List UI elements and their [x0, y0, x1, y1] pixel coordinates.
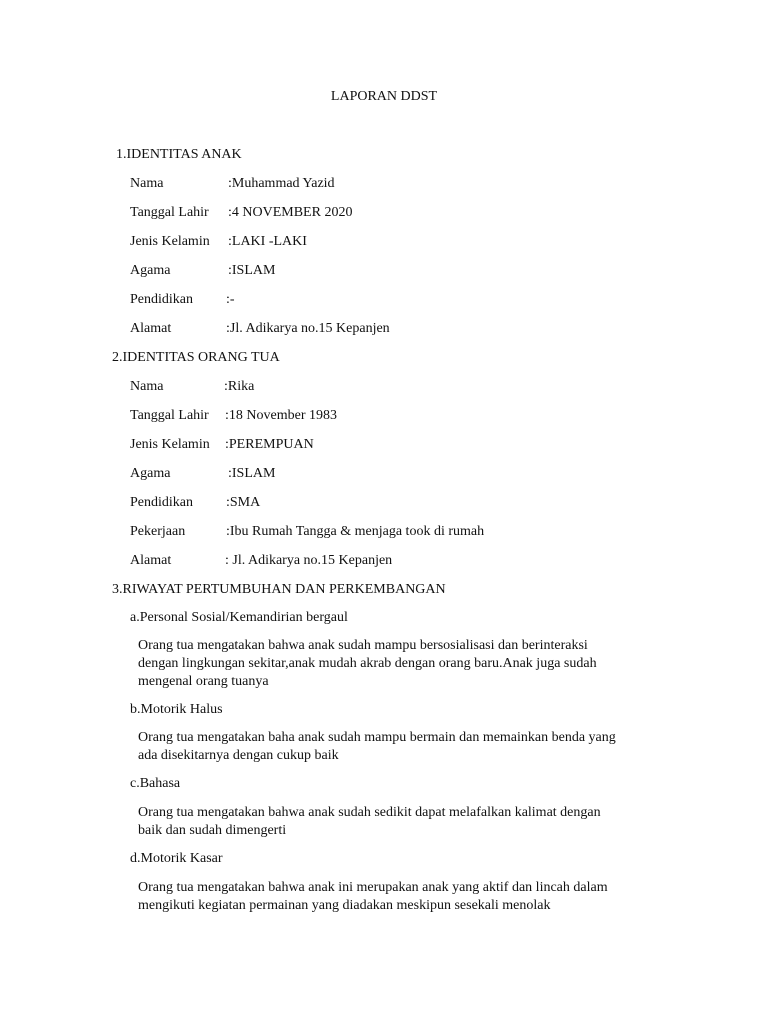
paragraph-line: Orang tua mengatakan baha anak sudah mampu bermain dan memainkan benda yang: [138, 730, 616, 745]
child-gender-value: :LAKI -LAKI: [228, 234, 307, 249]
parent-education-value: :SMA: [226, 495, 261, 510]
parent-religion-label: Agama: [130, 466, 171, 481]
paragraph-motorik-kasar: [138, 879, 683, 915]
child-birthdate-label: Tanggal Lahir: [130, 205, 209, 220]
parent-name-label: Nama: [130, 379, 164, 394]
paragraph-line: ada disekitarnya dengan cukup baik: [138, 748, 339, 763]
paragraph-line: Orang tua mengatakan bahwa anak sudah sedikit dapat melafalkan kalimat dengan: [138, 805, 601, 820]
parent-religion-value: :ISLAM: [228, 466, 276, 481]
child-name-value: :Muhammad Yazid: [228, 176, 335, 191]
paragraph-line: Orang tua mengatakan bahwa anak ini merupakan anak yang aktif dan lincah dalam: [138, 880, 608, 895]
section-heading-identitas-anak: 1.IDENTITAS ANAK: [116, 147, 242, 162]
paragraph-bahasa: [138, 804, 683, 840]
paragraph-line: mengenal orang tuanya: [138, 674, 269, 689]
paragraph-line: baik dan sudah dimengerti: [138, 823, 287, 838]
parent-gender-value: :PEREMPUAN: [225, 437, 314, 452]
child-religion-label: Agama: [130, 263, 171, 278]
parent-birthdate-label: Tanggal Lahir: [130, 408, 209, 423]
paragraph-line: mengikuti kegiatan permainan yang diadakan meskipun sesekali menolak: [138, 898, 551, 913]
section-heading-identitas-orang-tua: 2.IDENTITAS ORANG TUA: [112, 350, 280, 365]
parent-occupation-label: Pekerjaan: [130, 524, 186, 539]
paragraph-motorik-halus: [138, 729, 683, 765]
subheading-motorik-kasar: d.Motorik Kasar: [130, 851, 223, 866]
parent-address-label: Alamat: [130, 553, 172, 568]
document-title: LAPORAN DDST: [330, 89, 438, 104]
parent-occupation-value: :Ibu Rumah Tangga & menjaga took di rumah: [226, 524, 485, 539]
subheading-motorik-halus: b.Motorik Halus: [130, 702, 223, 717]
child-birthdate-value: :4 NOVEMBER 2020: [228, 205, 353, 220]
child-address-value: :Jl. Adikarya no.15 Kepanjen: [226, 321, 390, 336]
subheading-personal-sosial: a.Personal Sosial/Kemandirian bergaul: [130, 610, 348, 625]
subheading-bahasa: c.Bahasa: [130, 776, 181, 791]
child-name-label: Nama: [130, 176, 164, 191]
section-heading-riwayat: 3.RIWAYAT PERTUMBUHAN DAN PERKEMBANGAN: [112, 582, 446, 597]
paragraph-personal-sosial: [138, 637, 683, 691]
parent-address-value: : Jl. Adikarya no.15 Kepanjen: [225, 553, 393, 568]
child-religion-value: :ISLAM: [228, 263, 276, 278]
child-address-label: Alamat: [130, 321, 172, 336]
child-education-value: :-: [226, 292, 235, 307]
parent-name-value: :Rika: [224, 379, 255, 394]
paragraph-line: Orang tua mengatakan bahwa anak sudah mampu bersosialisasi dan berinteraksi: [138, 638, 588, 653]
parent-gender-label: Jenis Kelamin: [130, 437, 210, 452]
child-gender-label: Jenis Kelamin: [130, 234, 210, 249]
paragraph-line: dengan lingkungan sekitar,anak mudah akrab dengan orang baru.Anak juga sudah: [138, 656, 597, 671]
parent-education-label: Pendidikan: [130, 495, 193, 510]
child-education-label: Pendidikan: [130, 292, 193, 307]
parent-birthdate-value: :18 November 1983: [225, 408, 337, 423]
